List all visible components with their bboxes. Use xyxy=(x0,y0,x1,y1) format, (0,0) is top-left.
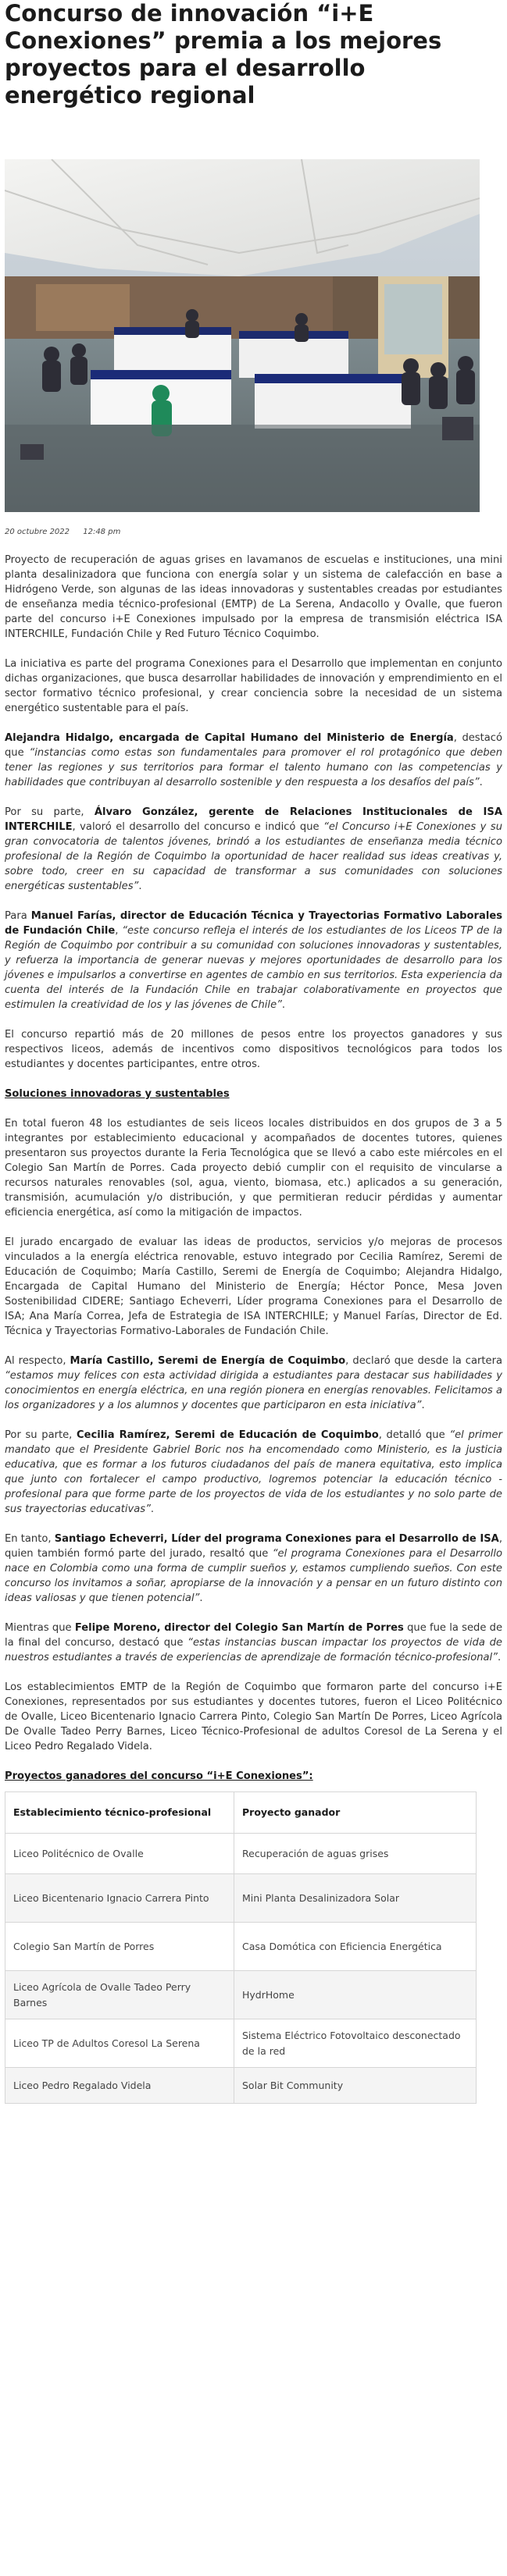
quote-text: “el primer mandato que el Presidente Gabriel Boric nos ha encomendado como Ministerio, es la justicia educativa, que es formar a los futuros ciudadanos del país de manera equitativa, esto implica que junto con fortalecer el campo productivo, logremos potenciar la educación técnico - profesional para que forme parte de los proyectos de vida de los estudiantes y no solo parte de sus trayectorias educativas” xyxy=(5,1429,502,1515)
speaker-name: Manuel Farías, director de Educación Técnica y Trayectorias Formativo Laborales de Fundación Chile xyxy=(5,910,502,937)
quote-text: “el Concurso i+E Conexiones y su gran convocatoria de talentos jóvenes, brindó a los estudiantes de enseñanza media técnico profesional de la Región de Coquimbo la oportunidad de hacer realidad sus ideas creativas y, sobre todo, creer en su capacidad de transformar a sus comunidades con soluciones energéticas sustentables” xyxy=(5,821,502,892)
speaker-name: Alejandra Hidalgo, encargada de Capital Humano del Ministerio de Energía xyxy=(5,732,454,744)
speaker-name: Santiago Echeverri, Líder del programa Conexiones para el Desarrollo de ISA xyxy=(54,1533,499,1545)
quote-text: “este concurso refleja el interés de los estudiantes de los Liceos TP de la Región de Coquimbo por contribuir a su comunidad con soluciones innovadoras y sustentables, y refuerza la importancia de generar nuevas y mejores oportunidades de desarrollo para los jóvenes e impulsarlos a convertirse en agentes de cambio en sus territorios. Esta experiencia da cuenta del interés de la Fundación Chile en trabajar colaborativamente en proyectos que estimulen la creatividad de los y las jóvenes de Chile” xyxy=(5,925,503,1011)
table-header-cell: Proyecto ganador xyxy=(234,1792,477,1834)
article-date: 20 octubre 2022 xyxy=(5,528,70,536)
paragraph-text: , quien también formó parte del jurado, resaltó que xyxy=(5,1533,502,1560)
quote-text: “el programa Conexiones para el Desarrollo nace en Colombia como una forma de cumplir sueños y, estamos cumpliendo sueños. Con este concurso los invitamos a soñar, apropiarse de la innovación y a pensar en un futuro distinto con ideas valiosas y que tienen potencial” xyxy=(5,1548,502,1604)
school-cell: Liceo Politécnico de Ovalle xyxy=(5,1834,234,1874)
quote-paragraph xyxy=(5,1621,502,1665)
section-heading: Soluciones innovadoras y sustentables xyxy=(5,1088,230,1100)
quote-paragraph xyxy=(5,909,502,1012)
paragraph-text: , declaró que desde la cartera xyxy=(345,1355,502,1367)
project-cell: Mini Planta Desalinizadora Solar xyxy=(234,1874,477,1923)
paragraph-text: , xyxy=(115,925,123,937)
paragraph-text: Mientras que xyxy=(5,1622,75,1634)
quote-paragraph xyxy=(5,1532,502,1606)
table-row xyxy=(5,1834,477,1874)
article-title: Concurso de innovación “i+E Conexiones” premia a los mejores proyectos para el desarrollo energético regional xyxy=(5,0,442,109)
project-cell: Solar Bit Community xyxy=(234,2068,477,2104)
paragraph-end: . xyxy=(281,999,286,1011)
school-cell: Liceo Pedro Regalado Videla xyxy=(5,2068,234,2104)
paragraph-text: Por su parte, xyxy=(5,1429,77,1441)
speaker-name: Cecilia Ramírez, Seremi de Educación de Coquimbo xyxy=(76,1429,379,1441)
article-meta xyxy=(5,528,502,536)
table-row xyxy=(5,1923,477,1971)
table-header-cell: Establecimiento técnico-profesional xyxy=(5,1792,234,1834)
table-header-row xyxy=(5,1792,477,1834)
paragraph: El concurso repartió más de 20 millones de pesos entre los proyectos ganadores y sus respectivos liceos, además de incentivos como dispositivos tecnológicos para todos los estudiantes y docentes participantes, entre otros. xyxy=(5,1029,502,1070)
quote-paragraph xyxy=(5,1354,502,1413)
project-cell: HydrHome xyxy=(234,1971,477,2019)
paragraph-end: . xyxy=(497,1652,502,1663)
table-row xyxy=(5,1971,477,2019)
table-row xyxy=(5,2068,477,2104)
quote-paragraph xyxy=(5,731,502,790)
table-row xyxy=(5,1874,477,1923)
speaker-name: Felipe Moreno, director del Colegio San Martín de Porres xyxy=(74,1622,404,1634)
event-photo xyxy=(5,159,480,512)
project-cell: Sistema Eléctrico Fotovoltaico desconectado de la red xyxy=(234,2019,477,2068)
school-cell: Colegio San Martín de Porres xyxy=(5,1923,234,1971)
speaker-name: María Castillo, Seremi de Energía de Coquimbo xyxy=(70,1355,346,1367)
paragraph-end: . xyxy=(138,881,142,892)
paragraph-text: , valoró el desarrollo del concurso e indicó que xyxy=(72,821,324,833)
quote-text: “estas instancias buscan impactar los proyectos de vida de nuestros estudiantes a través de experiencias de aprendizaje de formación técnico-profesional” xyxy=(5,1637,502,1663)
quote-text: “instancias como estas son fundamentales para promover el rol protagónico que deben tener las regiones y sus territorios para formar el talento humano con las competencias y habilidades que contribuyan al desarrollo sostenible y den respuesta a los desafíos del país” xyxy=(5,747,502,788)
paragraph: En total fueron 48 los estudiantes de seis liceos locales distribuidos en dos grupos de 3 a 5 integrantes por establecimiento educacional y acompañados de docentes tutores, quienes presentaron sus proyectos durante la Feria Tecnológica que se llevó a cabo este miércoles en el Colegio San Martín de Porres. Cada proyecto debió cumplir con el requisito de vincularse a recursos naturales renovables (sol, agua, viento, biomasa, etc.) aplicados a su generación, transmisión, acumulación y/o distribución, y que permitieran reducir pérdidas y aumentar eficiencia energética, así como la mitigación de impactos. xyxy=(5,1118,502,1219)
paragraph-end: . xyxy=(150,1503,155,1515)
paragraph-text: , detalló que xyxy=(378,1429,450,1441)
section-heading: Proyectos ganadores del concurso “i+E Conexiones”: xyxy=(5,1770,313,1782)
paragraph-text: Por su parte, xyxy=(5,806,95,818)
paragraph: Los establecimientos EMTP de la Región de Coquimbo que formaron parte del concurso i+E Conexiones, representados por sus estudiantes y docentes tutores, fueron el Liceo Politécnico de Ovalle, Liceo Bicentenario Ignacio Carrera Pinto, Colegio San Martín De Porres, Liceo Agrícola De Ovalle Tadeo Perry Barnes, Liceo Técnico-Profesional de adultos Coresol de La Serena y el Liceo Pedro Regalado Videla. xyxy=(5,1681,502,1752)
paragraph: El jurado encargado de evaluar las ideas de productos, servicios y/o mejoras de procesos vinculados a la energía eléctrica renovable, estuvo integrado por Cecilia Ramírez, Seremi de Educación de Coquimbo; María Castillo, Seremi de Energía de Coquimbo; Alejandra Hidalgo, Encargada de Capital Humano del Ministerio de Energía; Héctor Ponce, Mesa Joven Sostenibilidad CIDERE; Santiago Echeverri, Líder programa Conexiones para el Desarrollo de ISA; Ana María Correa, Jefa de Estrategia de ISA INTERCHILE; y Manuel Farías, Director de Ed. Técnica y Trayectorias Formativo-Laborales de Fundación Chile. xyxy=(5,1236,502,1337)
school-cell: Liceo Agrícola de Ovalle Tadeo Perry Barnes xyxy=(5,1971,234,2019)
paragraph-end: . xyxy=(199,1592,203,1604)
speaker-name: Álvaro González, gerente de Relaciones Institucionales de ISA INTERCHILE xyxy=(5,806,502,833)
paragraph-text: En tanto, xyxy=(5,1533,55,1545)
paragraph: La iniciativa es parte del programa Conexiones para el Desarrollo que implementan en conjunto dichas organizaciones, que busca desarrollar habilidades de innovación y emprendimiento en el sector formativo técnico profesional, y crear conciencia sobre la necesidad de un sistema energético sustentable para el país. xyxy=(5,658,502,714)
quote-paragraph xyxy=(5,1428,502,1517)
paragraph-end: . xyxy=(421,1400,425,1411)
project-cell: Recuperación de aguas grises xyxy=(234,1834,477,1874)
paragraph: Proyecto de recuperación de aguas grises en lavamanos de escuelas e instituciones, una mini planta desalinizadora que funciona con energía solar y un sistema de calefacción en base a Hidrógeno Verde, son algunas de las ideas innovadoras y sustentables creadas por estudiantes de enseñanza media técnico-profesional (EMTP) de La Serena, Andacollo y Ovalle, que fueron parte del concurso i+E Conexiones impulsado por la empresa de transmisión eléctrica ISA INTERCHILE, Fundación Chile y Red Futuro Técnico Coquimbo. xyxy=(5,554,502,640)
quote-paragraph xyxy=(5,805,502,894)
paragraph-text: Para xyxy=(5,910,31,922)
paragraph-text: Al respecto, xyxy=(5,1355,70,1367)
paragraph-end: . xyxy=(479,777,483,788)
winners-table xyxy=(5,1791,477,2104)
project-cell: Casa Domótica con Eficiencia Energética xyxy=(234,1923,477,1971)
article-body xyxy=(5,553,502,2104)
school-cell: Liceo TP de Adultos Coresol La Serena xyxy=(5,2019,234,2068)
quote-text: “estamos muy felices con esta actividad dirigida a estudiantes para destacar sus habilidades y conocimientos en energía eléctrica, en una región pionera en energías renovables. Felicitamos a los organizadores y a los alumnos y docentes que participaron en esta iniciativa” xyxy=(5,1370,502,1411)
table-row xyxy=(5,2019,477,2068)
article-time: 12:48 pm xyxy=(83,528,121,536)
paragraph-text: , destacó que xyxy=(5,732,503,759)
paragraph-text: que fue la sede de la final del concurso, destacó que xyxy=(5,1622,502,1649)
school-cell: Liceo Bicentenario Ignacio Carrera Pinto xyxy=(5,1874,234,1923)
